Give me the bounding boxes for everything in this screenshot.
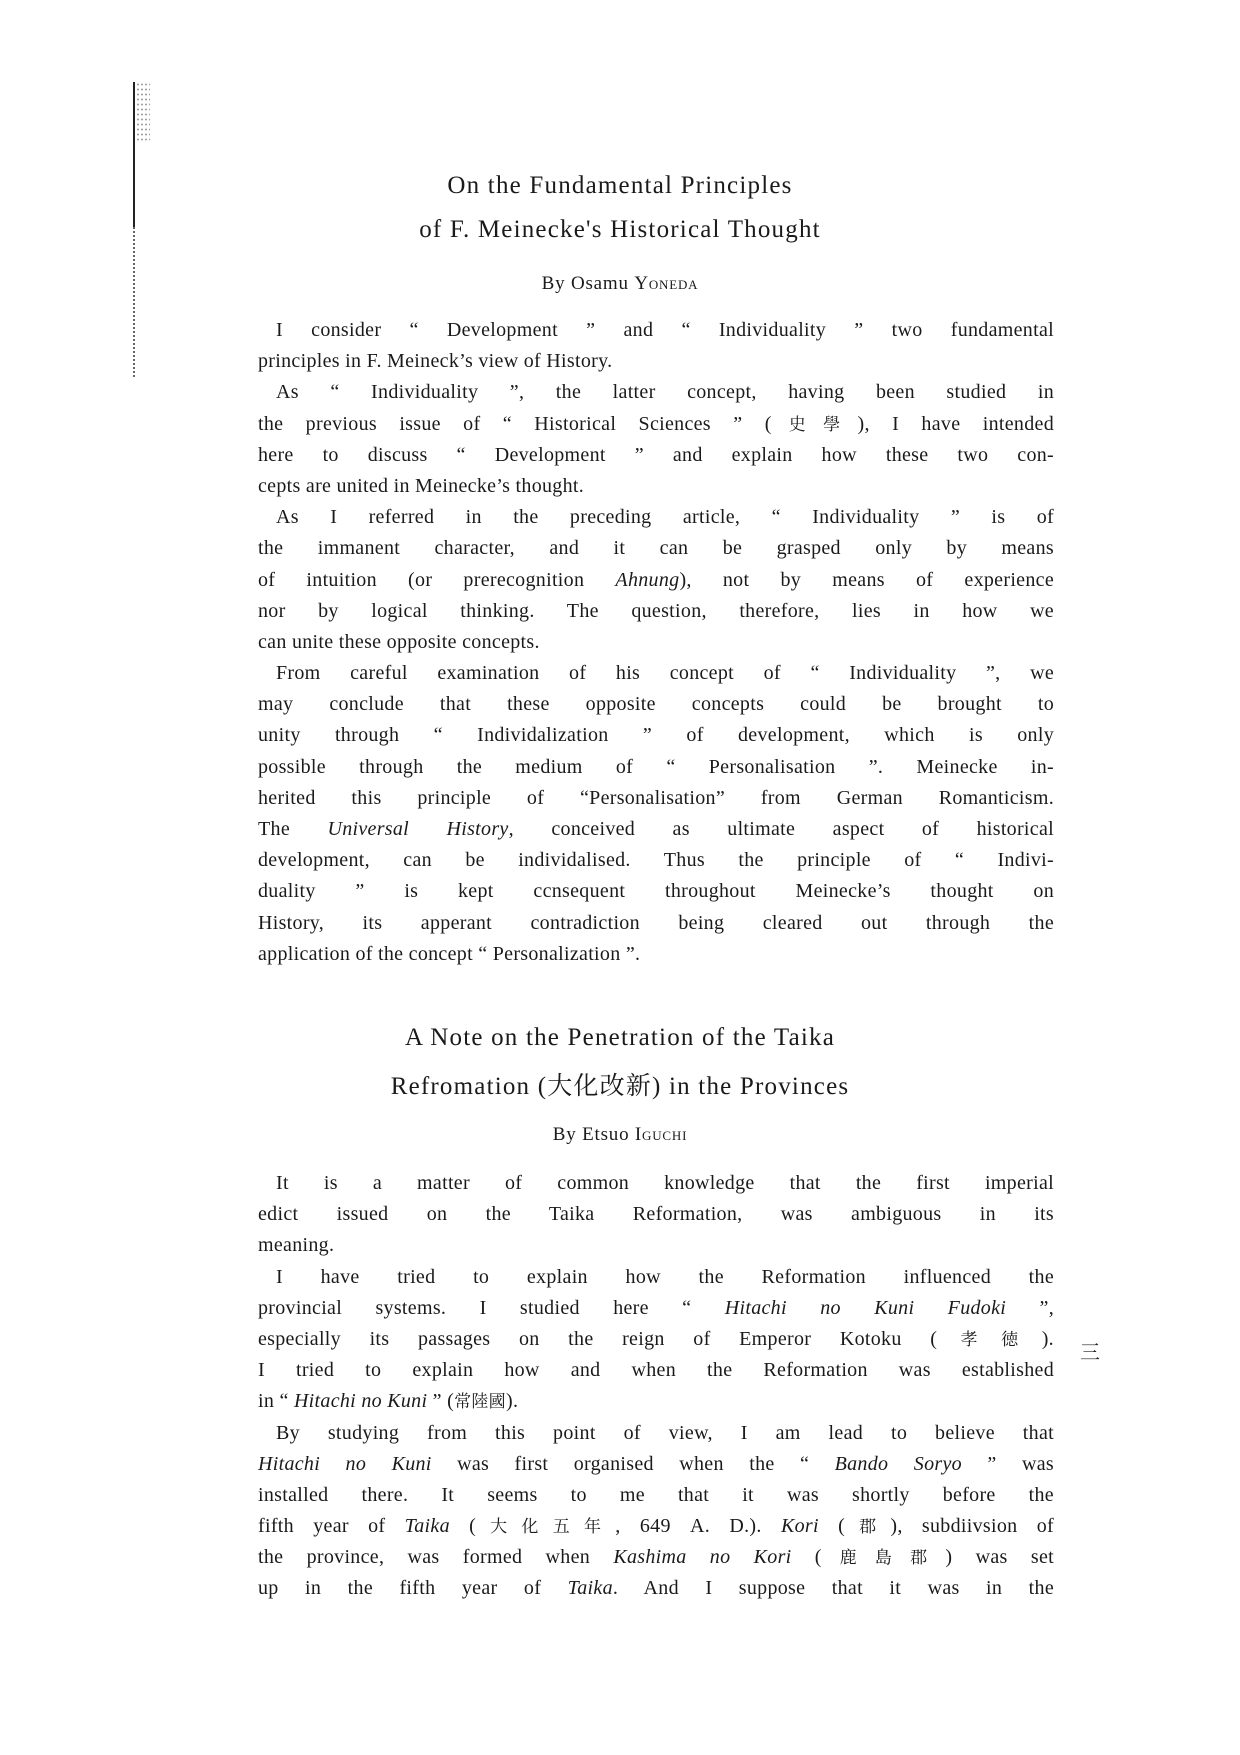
text-line: The Universal History, conceived as ultimate aspect of historical: [258, 818, 1055, 840]
text-line: meaning.: [258, 1234, 335, 1257]
article1-title-line1: On the Fundamental Principles: [447, 172, 793, 199]
text-line: cepts are united in Meinecke’s thought.: [258, 474, 585, 497]
text-line: possible through the medium of “ Personalisation ”. Meinecke in-: [258, 755, 1054, 778]
text-line: unity through “ Individalization ” of development, which is only: [258, 724, 1054, 747]
text-line: I have tried to explain how the Reformation influenced the: [276, 1265, 1054, 1288]
article1-title-line2: of F. Meinecke's Historical Thought: [419, 216, 821, 243]
text-line: provincial systems. I studied here “ Hitachi no Kuni Fudoki ”,: [258, 1296, 1055, 1319]
text-line: the immanent character, and it can be grasped only by means: [258, 537, 1054, 560]
text-line: As I referred in the preceding article, “ Individuality ” is of: [276, 506, 1054, 529]
article1-byline-prefix: By Osamu: [541, 273, 635, 294]
text-line: in “ Hitachi no Kuni ” (常陸國).: [258, 1390, 519, 1413]
text-line: I consider “ Development ” and “ Individuality ” two fundamental: [276, 319, 1054, 341]
text-line: principles in F. Meineck’s view of History.: [258, 350, 613, 373]
article2-title-line2: Refromation (大化改新) in the Provinces: [390, 1073, 850, 1100]
text-line: of intuition (or prerecognition Ahnung), not by means of experience: [258, 568, 1055, 591]
article2-author-surname: Iguchi: [634, 1124, 688, 1145]
text-line: By studying from this point of view, I am lead to believe that: [276, 1421, 1054, 1444]
text-line: the previous issue of “ Historical Sciences ” (史學), I have intended: [258, 412, 1054, 435]
text-line: I tried to explain how and when the Reformation was established: [258, 1359, 1054, 1382]
text-line: may conclude that these opposite concepts could be brought to: [258, 693, 1054, 716]
article2-title-line1: A Note on the Penetration of the Taika: [404, 1024, 836, 1051]
text-line: edict issued on the Taika Reformation, was ambiguous in its: [258, 1203, 1054, 1226]
text-line: up in the fifth year of Taika. And I suppose that it was in the: [258, 1577, 1054, 1600]
article1-byline: [0, 273, 1240, 295]
article2-abstract: [258, 1168, 1054, 1605]
text-line: application of the concept “ Personalization ”.: [258, 942, 641, 965]
scan-binding-line: [133, 82, 135, 227]
text-line: the province, was formed when Kashima no Kori (鹿島郡) was set: [258, 1546, 1054, 1569]
text-line: installed there. It seems to me that it was shortly before the: [258, 1483, 1054, 1506]
article2-byline: [0, 1124, 1240, 1146]
text-line: Hitachi no Kuni was first organised when the “ Bando Soryo ” was: [258, 1452, 1054, 1475]
text-line: development, can be individalised. Thus the principle of “ Indivi-: [258, 849, 1054, 872]
text-line: From careful examination of his concept of “ Individuality ”, we: [276, 662, 1054, 685]
text-line: duality ” is kept ccnsequent throughout Meinecke’s thought on: [258, 880, 1054, 903]
text-line: herited this principle of “Personalisation” from German Romanticism.: [258, 786, 1054, 809]
text-line: nor by logical thinking. The question, therefore, lies in how we: [258, 599, 1054, 622]
text-line: As “ Individuality ”, the latter concept, having been studied in: [276, 381, 1054, 404]
scan-binding-line-dotted: [133, 227, 135, 377]
text-line: especially its passages on the reign of Emperor Kotoku (孝徳).: [258, 1327, 1054, 1350]
text-line: fifth year of Taika (大化五年, 649 A. D.). Kori (郡), subdiivsion of: [258, 1515, 1054, 1538]
text-line: It is a matter of common knowledge that the first imperial: [276, 1172, 1054, 1194]
article1-author-surname: Yoneda: [634, 273, 699, 294]
text-line: can unite these opposite concepts.: [258, 630, 540, 653]
scan-noise-artifact: [136, 82, 150, 142]
text-line: History, its apperant contradiction being cleared out through the: [258, 911, 1054, 934]
article2-byline-prefix: By Etsuo: [552, 1124, 635, 1145]
page-number-kanji: 三: [1080, 1340, 1100, 1364]
text-line: here to discuss “ Development ” and explain how these two con-: [258, 443, 1054, 466]
article1-abstract: [258, 315, 1054, 970]
